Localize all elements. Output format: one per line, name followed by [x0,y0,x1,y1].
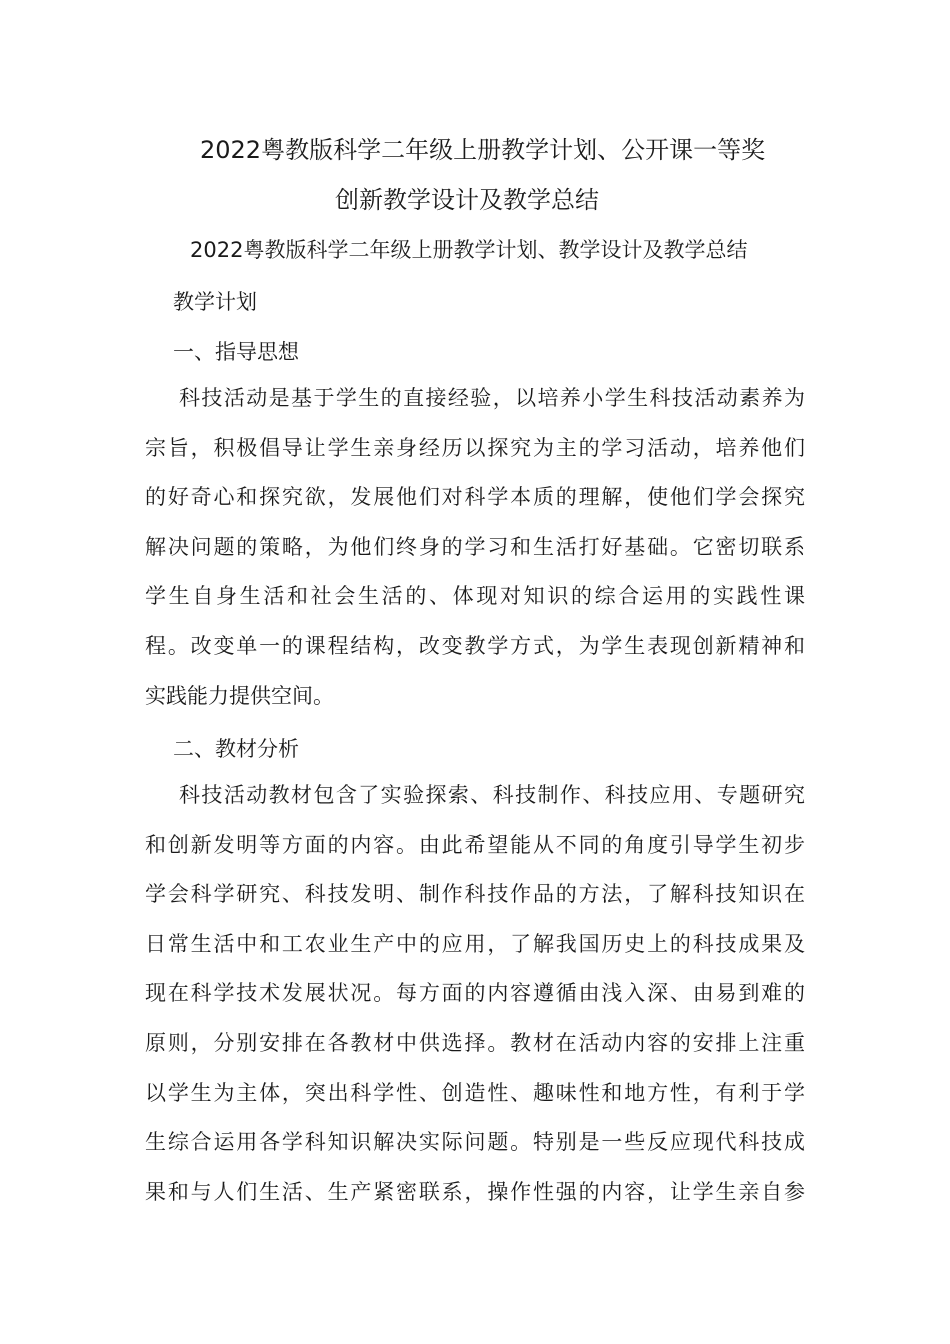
paragraph-line: 科技活动是基于学生的直接经验，以培养小学生科技活动素养为 [179,386,805,410]
paragraph-guiding-thought [145,374,805,721]
paragraph-line: 现在科学技术发展状况。每方面的内容遵循由浅入深、由易到难的 [145,981,805,1006]
paragraph-line: 程。改变单一的课程结构，改变教学方式，为学生表现创新精神和 [145,633,805,658]
paragraph-line: 日常生活中和工农业生产中的应用，了解我国历史上的科技成果及 [145,931,805,956]
paragraph-line: 原则，分别安排在各教材中供选择。教材在活动内容的安排上注重 [145,1030,805,1055]
document-subtitle: 2022粤教版科学二年级上册教学计划、教学设计及教学总结 [190,238,748,262]
document-title-line-2: 创新教学设计及教学总结 [335,186,599,214]
paragraph-line: 科技活动教材包含了实验探索、科技制作、科技应用、专题研究 [179,783,805,807]
paragraph-line: 以学生为主体，突出科学性、创造性、趣味性和地方性，有利于学 [145,1080,805,1105]
document-title-line-1: 2022粤教版科学二年级上册教学计划、公开课一等奖 [200,136,766,164]
section-heading-guiding-thought: 一、指导思想 [173,340,299,364]
paragraph-line: 和创新发明等方面的内容。由此希望能从不同的角度引导学生初步 [145,832,805,857]
paragraph-line: 宗旨，积极倡导让学生亲身经历以探究为主的学习活动，培养他们 [145,435,805,460]
paragraph-line: 学会科学研究、科技发明、制作科技作品的方法，了解科技知识在 [145,882,805,907]
paragraph-line: 的好奇心和探究欲，发展他们对科学本质的理解，使他们学会探究 [145,485,805,510]
paragraph-line: 生综合运用各学科知识解决实际问题。特别是一些反应现代科技成 [145,1130,805,1155]
section-heading-textbook-analysis: 二、教材分析 [173,737,299,761]
paragraph-line: 实践能力提供空间。 [145,683,334,708]
paragraph-line: 果和与人们生活、生产紧密联系，操作性强的内容，让学生亲自参 [145,1179,805,1204]
section-heading-plan: 教学计划 [173,290,257,314]
paragraph-textbook-analysis [145,771,805,1217]
paragraph-line: 学生自身生活和社会生活的、体现对知识的综合运用的实践性课 [145,584,805,609]
paragraph-line: 解决问题的策略，为他们终身的学习和生活打好基础。它密切联系 [145,534,805,559]
